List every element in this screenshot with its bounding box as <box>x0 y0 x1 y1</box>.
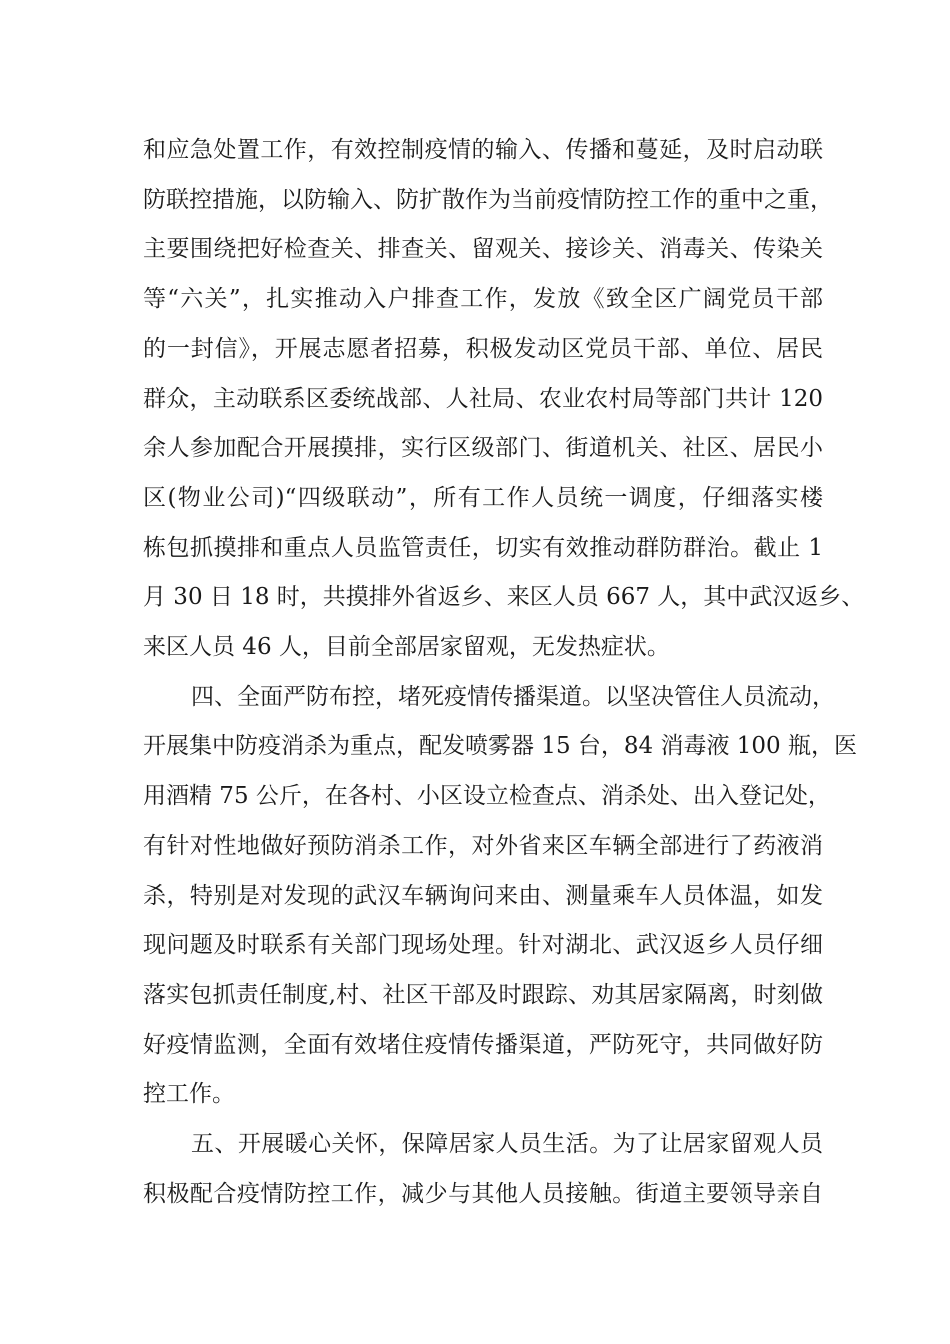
paragraph-five <box>143 1120 823 1219</box>
paragraph-continued <box>143 126 865 673</box>
text-line: 等“六关”，扎实推动入户排查工作，发放《致全区广阔党员干部 <box>143 286 823 313</box>
text-line: 余人参加配合开展摸排，实行区级部门、街道机关、社区、居民小 <box>143 435 823 462</box>
text-line: 栋包抓摸排和重点人员监管责任，切实有效推动群防群治。截止 1 <box>143 534 823 561</box>
text-line: 和应急处置工作，有效控制疫情的输入、传播和蔓延，及时启动联 <box>143 137 823 163</box>
text-line: 积极配合疫情防控工作，减少与其他人员接触。街道主要领导亲自 <box>143 1180 823 1207</box>
text-line: 现问题及时联系有关部门现场处理。针对湖北、武汉返乡人员仔细 <box>143 932 823 959</box>
text-line: 月 30 日 18 时，共摸排外省返乡、来区人员 667 人，其中武汉返乡、 <box>143 584 865 611</box>
text-line: 落实包抓责任制度,村、社区干部及时跟踪、劝其居家隔离，时刻做 <box>143 981 823 1008</box>
text-line: 控工作。 <box>143 1081 235 1108</box>
text-line: 好疫情监测，全面有效堵住疫情传播渠道，严防死守，共同做好防 <box>143 1031 823 1058</box>
text-line: 五、开展暖心关怀，保障居家人员生活。为了让居家留观人员 <box>191 1131 823 1158</box>
text-line: 有针对性地做好预防消杀工作，对外省来区车辆全部进行了药液消 <box>143 832 823 859</box>
text-line: 四、全面严防布控，堵死疫情传播渠道。以坚决管住人员流动， <box>191 683 835 710</box>
text-line: 用酒精 75 公斤，在各村、小区设立检查点、消杀处、出入登记处， <box>143 783 831 810</box>
document-body <box>143 126 865 1219</box>
paragraph-four <box>143 673 857 1120</box>
text-line: 开展集中防疫消杀为重点，配发喷雾器 15 台，84 消毒液 100 瓶，医 <box>143 733 857 760</box>
text-line: 群众，主动联系区委统战部、人社局、农业农村局等部门共计 120 <box>143 385 823 412</box>
text-line: 区(物业公司)“四级联动”，所有工作人员统一调度，仔细落实楼 <box>143 484 823 511</box>
text-line: 主要围绕把好检查关、排查关、留观关、接诊关、消毒关、传染关 <box>143 236 823 263</box>
text-line: 来区人员 46 人，目前全部居家留观，无发热症状。 <box>143 634 670 661</box>
text-line: 的一封信》，开展志愿者招募，积极发动区党员干部、单位、居民 <box>143 335 823 362</box>
text-line: 防联控措施，以防输入、防扩散作为当前疫情防控工作的重中之重， <box>143 186 833 213</box>
text-line: 杀，特别是对发现的武汉车辆询问来由、测量乘车人员体温，如发 <box>143 882 823 909</box>
